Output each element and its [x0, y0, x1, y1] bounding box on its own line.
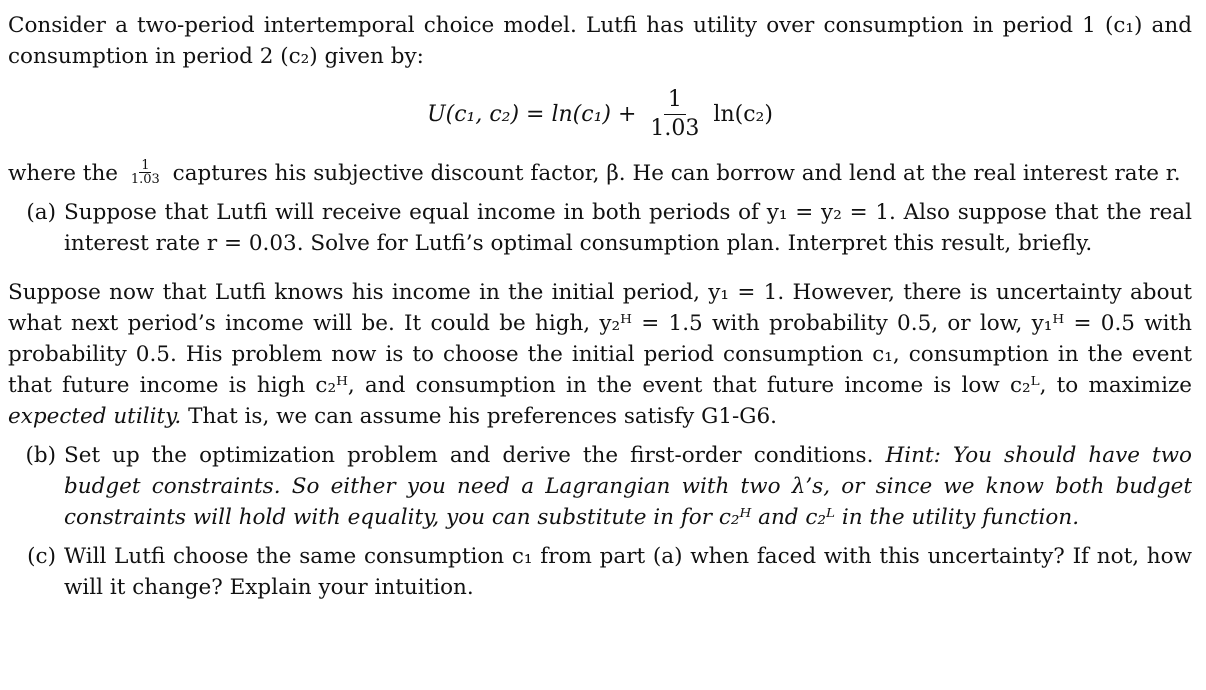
intro-paragraph: Consider a two-period intertemporal choice model. Lutfi has utility over consumption in period 1 (c₁) and consumption in period 2 (c₂) given by:: [8, 13, 1192, 69]
part-a: [8, 197, 1192, 259]
part-c-label: (c): [27, 544, 56, 569]
discount-pre: where the: [8, 161, 119, 186]
inline-fraction: [129, 159, 162, 186]
inline-fraction-numerator: 1: [141, 157, 150, 173]
part-b-label: (b): [25, 443, 56, 468]
discount-fraction: [646, 86, 703, 143]
uncertainty-text-2: That is, we can assume his preferences satisfy G1-G6.: [188, 404, 777, 429]
inline-fraction-denominator: 1.03: [130, 171, 160, 187]
fraction-numerator: 1: [664, 86, 686, 115]
uncertainty-emphasis: expected utility.: [8, 404, 182, 429]
discount-post: captures his subjective discount factor, β. He can borrow and lend at the real interest rate r.: [172, 161, 1181, 186]
part-a-label: (a): [26, 200, 56, 225]
uncertainty-paragraph: [8, 277, 1192, 432]
discount-explanation: [8, 158, 1192, 189]
part-b-text: Set up the optimization problem and derive the first-order conditions.: [64, 443, 874, 468]
uncertainty-text-1: Suppose now that Lutfi knows his income in the initial period, y₁ = 1. However, there is uncertainty about what next period’s income will be. It could be high, y₂ᴴ = 1.5 with probability 0.5, or low, y₁ᴴ = 0.5 with probability 0.5. His problem now is to choose the initial period consumption c₁, consumption in the event that future income is high c₂ᴴ, and consumption in the event that future income is low c₂ᴸ, to maximize: [8, 280, 1192, 398]
part-c: [8, 541, 1192, 603]
utility-equation: [8, 86, 1192, 150]
part-a-text: Suppose that Lutfi will receive equal income in both periods of y₁ = y₂ = 1. Also suppose that the real interest rate r = 0.03. Solve for Lutfi’s optimal consumption plan. Interpret this result, briefly.: [64, 200, 1192, 256]
equation-lhs: U(c₁, c₂) = ln(c₁) +: [427, 102, 637, 127]
part-b: [8, 440, 1192, 533]
part-c-text: Will Lutfi choose the same consumption c₁ from part (a) when faced with this uncertainty? If not, how will it change? Explain your intuition.: [64, 544, 1192, 600]
part-b-hint: Hint: You should have two budget constraints. So either you need a Lagrangian with two λ’s, or since we know both budget constraints will hold with equality, you can substitute in for c₂ᴴ and c₂ᴸ in the utility function.: [64, 443, 1192, 530]
fraction-denominator: 1.03: [650, 116, 700, 141]
equation-rhs: ln(c₂): [713, 102, 773, 127]
